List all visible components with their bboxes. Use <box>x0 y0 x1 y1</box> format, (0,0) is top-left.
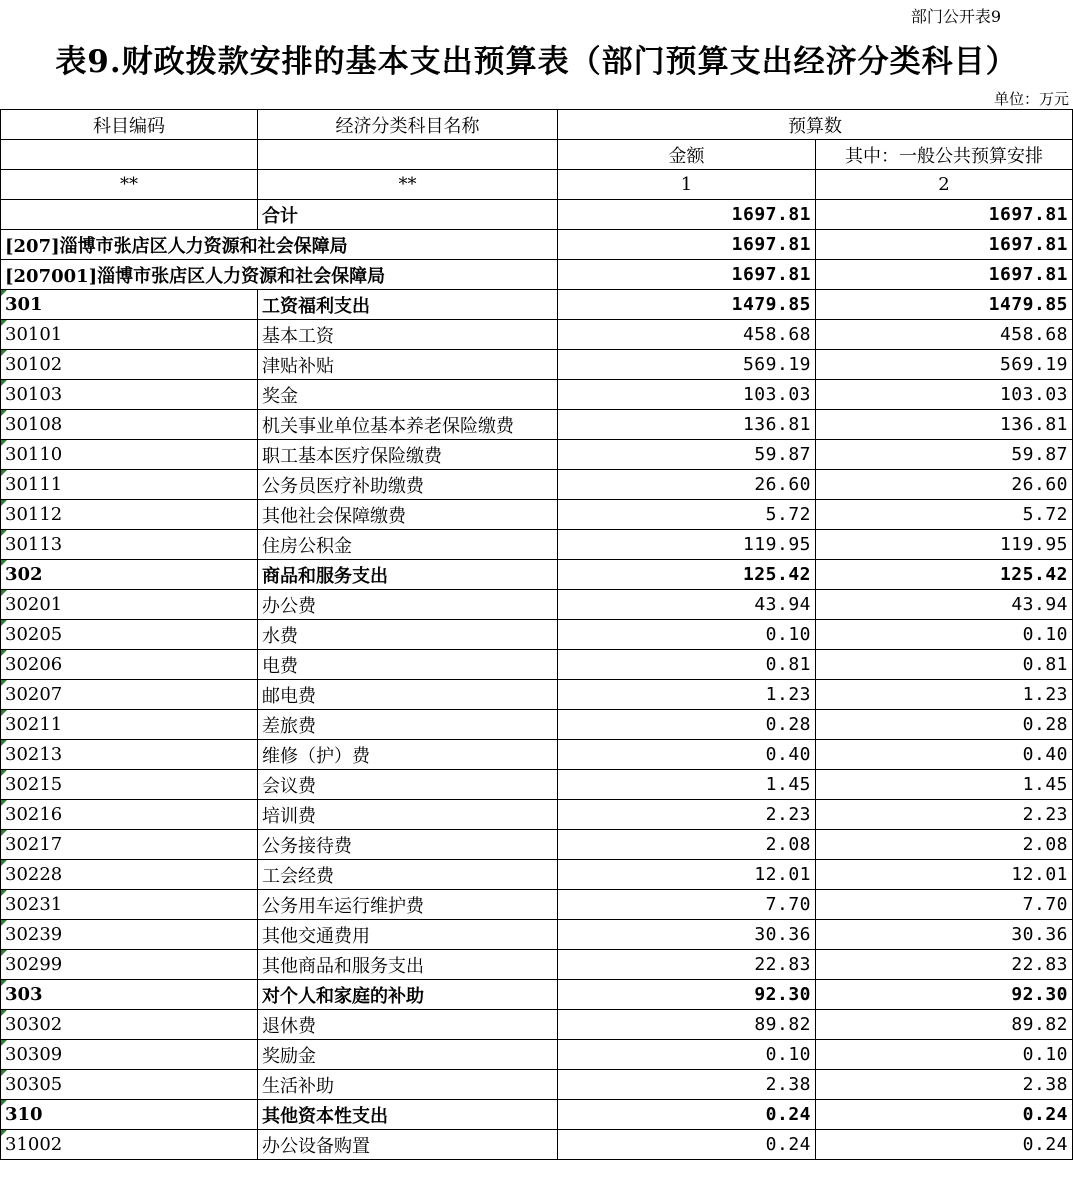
index-general: 2 <box>816 170 1073 200</box>
table-row <box>1 560 1073 590</box>
table-row <box>1 770 1073 800</box>
row-amount: 22.83 <box>558 950 816 980</box>
row-amount: 119.95 <box>558 530 816 560</box>
row-name: 办公设备购置 <box>258 1130 558 1160</box>
table-row <box>1 1070 1073 1100</box>
row-general: 136.81 <box>816 410 1073 440</box>
row-code: 303 <box>1 980 258 1010</box>
row-amount: 92.30 <box>558 980 816 1010</box>
header-code: 科目编码 <box>1 110 258 140</box>
row-amount: 2.38 <box>558 1070 816 1100</box>
row-code: 30108 <box>1 410 258 440</box>
row-amount: 43.94 <box>558 590 816 620</box>
row-general: 2.23 <box>816 800 1073 830</box>
row-name: 办公费 <box>258 590 558 620</box>
row-code: 30102 <box>1 350 258 380</box>
row-general: 0.24 <box>816 1100 1073 1130</box>
table-row <box>1 620 1073 650</box>
row-name: 培训费 <box>258 800 558 830</box>
row-general: 59.87 <box>816 440 1073 470</box>
row-code: [207001]淄博市张店区人力资源和社会保障局 <box>1 260 558 290</box>
row-name: 电费 <box>258 650 558 680</box>
budget-table <box>0 109 1073 1160</box>
row-amount: 0.10 <box>558 1040 816 1070</box>
row-name: 奖励金 <box>258 1040 558 1070</box>
row-general: 43.94 <box>816 590 1073 620</box>
row-code: 30216 <box>1 800 258 830</box>
table-row <box>1 290 1073 320</box>
row-amount: 103.03 <box>558 380 816 410</box>
subheader-empty-name <box>258 140 558 170</box>
row-general: 92.30 <box>816 980 1073 1010</box>
table-row <box>1 710 1073 740</box>
row-code: 301 <box>1 290 258 320</box>
row-name: 退休费 <box>258 1010 558 1040</box>
row-amount: 1697.81 <box>558 200 816 230</box>
row-name: 职工基本医疗保险缴费 <box>258 440 558 470</box>
row-code: 30201 <box>1 590 258 620</box>
header-general: 其中：一般公共预算安排 <box>816 140 1073 170</box>
row-general: 7.70 <box>816 890 1073 920</box>
row-code: 30302 <box>1 1010 258 1040</box>
table-row <box>1 740 1073 770</box>
row-name: 工资福利支出 <box>258 290 558 320</box>
row-name: 会议费 <box>258 770 558 800</box>
row-general: 12.01 <box>816 860 1073 890</box>
row-code: 30228 <box>1 860 258 890</box>
row-general: 0.10 <box>816 1040 1073 1070</box>
row-name: 公务员医疗补助缴费 <box>258 470 558 500</box>
row-amount: 12.01 <box>558 860 816 890</box>
table-row <box>1 1010 1073 1040</box>
table-row <box>1 470 1073 500</box>
row-amount: 0.24 <box>558 1130 816 1160</box>
row-name: 对个人和家庭的补助 <box>258 980 558 1010</box>
row-name: 基本工资 <box>258 320 558 350</box>
row-name: 其他社会保障缴费 <box>258 500 558 530</box>
header-amount: 金额 <box>558 140 816 170</box>
row-code: 30110 <box>1 440 258 470</box>
index-name: ** <box>258 170 558 200</box>
row-general: 30.36 <box>816 920 1073 950</box>
table-row <box>1 500 1073 530</box>
row-amount: 125.42 <box>558 560 816 590</box>
table-row <box>1 260 1073 290</box>
form-number-label: 部门公开表9 <box>910 7 1001 26</box>
table-row <box>1 530 1073 560</box>
row-amount: 5.72 <box>558 500 816 530</box>
row-general: 1479.85 <box>816 290 1073 320</box>
row-general: 103.03 <box>816 380 1073 410</box>
row-name: 邮电费 <box>258 680 558 710</box>
row-code <box>1 200 258 230</box>
row-general: 0.24 <box>816 1130 1073 1160</box>
row-name: 机关事业单位基本养老保险缴费 <box>258 410 558 440</box>
row-general: 1697.81 <box>816 260 1073 290</box>
row-code: 30213 <box>1 740 258 770</box>
table-row <box>1 650 1073 680</box>
row-amount: 26.60 <box>558 470 816 500</box>
row-general: 26.60 <box>816 470 1073 500</box>
row-name: 生活补助 <box>258 1070 558 1100</box>
row-code: 30309 <box>1 1040 258 1070</box>
table-row <box>1 830 1073 860</box>
row-amount: 59.87 <box>558 440 816 470</box>
row-general: 0.81 <box>816 650 1073 680</box>
table-row <box>1 1040 1073 1070</box>
row-name: 其他资本性支出 <box>258 1100 558 1130</box>
row-amount: 1479.85 <box>558 290 816 320</box>
row-code: 310 <box>1 1100 258 1130</box>
table-row <box>1 920 1073 950</box>
row-amount: 0.81 <box>558 650 816 680</box>
table-row <box>1 890 1073 920</box>
row-amount: 89.82 <box>558 1010 816 1040</box>
index-amount: 1 <box>558 170 816 200</box>
row-code: 30299 <box>1 950 258 980</box>
row-name: 住房公积金 <box>258 530 558 560</box>
table-row <box>1 350 1073 380</box>
row-code: 30215 <box>1 770 258 800</box>
row-name: 差旅费 <box>258 710 558 740</box>
row-general: 569.19 <box>816 350 1073 380</box>
row-code: 30113 <box>1 530 258 560</box>
subheader-row <box>1 140 1073 170</box>
row-code: 30112 <box>1 500 258 530</box>
row-code: [207]淄博市张店区人力资源和社会保障局 <box>1 230 558 260</box>
row-name: 水费 <box>258 620 558 650</box>
row-amount: 136.81 <box>558 410 816 440</box>
row-code: 30211 <box>1 710 258 740</box>
row-code: 30103 <box>1 380 258 410</box>
table-row <box>1 410 1073 440</box>
table-row <box>1 860 1073 890</box>
table-row <box>1 590 1073 620</box>
row-general: 2.08 <box>816 830 1073 860</box>
row-amount: 0.28 <box>558 710 816 740</box>
subheader-empty-code <box>1 140 258 170</box>
row-amount: 0.24 <box>558 1100 816 1130</box>
row-name: 公务用车运行维护费 <box>258 890 558 920</box>
row-amount: 30.36 <box>558 920 816 950</box>
unit-label: 单位：万元 <box>993 90 1069 108</box>
table-row <box>1 1130 1073 1160</box>
row-general: 119.95 <box>816 530 1073 560</box>
row-general: 5.72 <box>816 500 1073 530</box>
row-general: 89.82 <box>816 1010 1073 1040</box>
table-row <box>1 680 1073 710</box>
row-amount: 1.45 <box>558 770 816 800</box>
row-general: 0.10 <box>816 620 1073 650</box>
header-row <box>1 110 1073 140</box>
row-amount: 2.23 <box>558 800 816 830</box>
row-general: 458.68 <box>816 320 1073 350</box>
row-code: 30231 <box>1 890 258 920</box>
row-general: 1697.81 <box>816 200 1073 230</box>
row-general: 1697.81 <box>816 230 1073 260</box>
row-code: 30305 <box>1 1070 258 1100</box>
row-name: 公务接待费 <box>258 830 558 860</box>
index-code: ** <box>1 170 258 200</box>
page-title: 表9.财政拨款安排的基本支出预算表（部门预算支出经济分类科目） <box>55 44 1018 80</box>
table-row <box>1 800 1073 830</box>
index-row <box>1 170 1073 200</box>
table-row <box>1 230 1073 260</box>
table-row <box>1 440 1073 470</box>
row-code: 30239 <box>1 920 258 950</box>
table-row <box>1 320 1073 350</box>
row-general: 22.83 <box>816 950 1073 980</box>
table-row <box>1 980 1073 1010</box>
row-amount: 569.19 <box>558 350 816 380</box>
table-row <box>1 1100 1073 1130</box>
row-amount: 1.23 <box>558 680 816 710</box>
row-code: 302 <box>1 560 258 590</box>
row-name: 其他交通费用 <box>258 920 558 950</box>
table-row <box>1 200 1073 230</box>
row-general: 1.45 <box>816 770 1073 800</box>
row-amount: 0.10 <box>558 620 816 650</box>
row-general: 2.38 <box>816 1070 1073 1100</box>
row-code: 30207 <box>1 680 258 710</box>
row-code: 30111 <box>1 470 258 500</box>
row-code: 30101 <box>1 320 258 350</box>
row-amount: 2.08 <box>558 830 816 860</box>
table-row <box>1 950 1073 980</box>
row-general: 0.28 <box>816 710 1073 740</box>
row-amount: 458.68 <box>558 320 816 350</box>
row-amount: 7.70 <box>558 890 816 920</box>
row-amount: 1697.81 <box>558 230 816 260</box>
row-name: 津贴补贴 <box>258 350 558 380</box>
header-name: 经济分类科目名称 <box>258 110 558 140</box>
row-name: 合计 <box>258 200 558 230</box>
row-amount: 1697.81 <box>558 260 816 290</box>
row-general: 0.40 <box>816 740 1073 770</box>
row-name: 工会经费 <box>258 860 558 890</box>
row-amount: 0.40 <box>558 740 816 770</box>
row-name: 维修（护）费 <box>258 740 558 770</box>
row-general: 1.23 <box>816 680 1073 710</box>
row-code: 30206 <box>1 650 258 680</box>
table-row <box>1 380 1073 410</box>
row-name: 奖金 <box>258 380 558 410</box>
row-code: 30217 <box>1 830 258 860</box>
row-code: 30205 <box>1 620 258 650</box>
header-budget: 预算数 <box>558 110 1073 140</box>
row-general: 125.42 <box>816 560 1073 590</box>
row-name: 其他商品和服务支出 <box>258 950 558 980</box>
row-code: 31002 <box>1 1130 258 1160</box>
row-name: 商品和服务支出 <box>258 560 558 590</box>
